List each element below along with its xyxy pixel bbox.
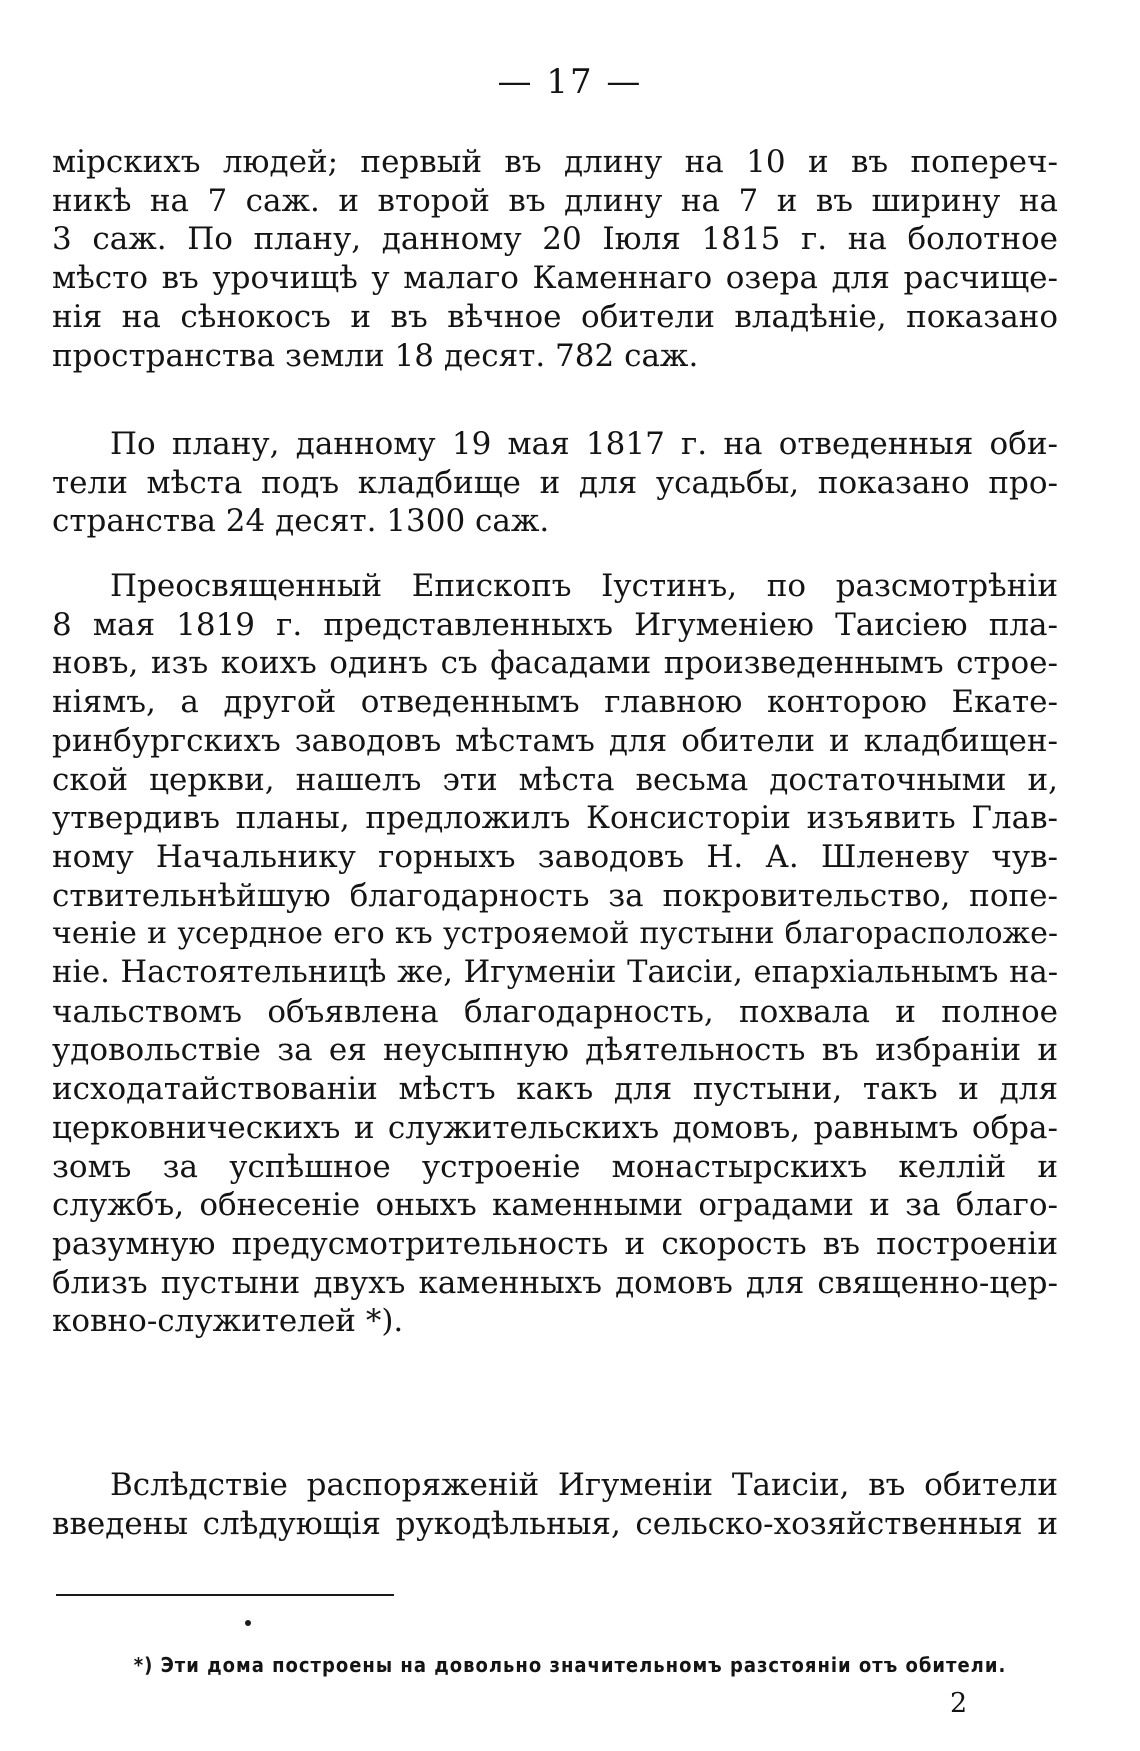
text-line: ніе. Настоятельницѣ же, Игуменіи Таисіи, епархіальнымъ на- bbox=[52, 955, 1058, 991]
text-line: пространства земли 18 десят. 782 саж. bbox=[52, 337, 699, 374]
text-line: 3 саж. По плану, данному 20 Іюля 1815 г. на болотное bbox=[52, 221, 1058, 258]
text-line: ринбургскихъ заводовъ мѣстамъ для обители и кладбищен- bbox=[52, 722, 1058, 759]
text-line: По плану, данному 19 мая 1817 г. на отведенныя оби- bbox=[110, 426, 1058, 462]
text-line: странства 24 десят. 1300 саж. bbox=[52, 503, 550, 540]
text-line: чальствомъ объявлена благодарность, похвала и полное bbox=[52, 993, 1058, 1030]
text-line: мѣсто въ урочищѣ у малаго Каменнаго озера для расчище- bbox=[52, 260, 1058, 297]
text-line: тели мѣста подъ кладбище и для усадьбы, показано про- bbox=[52, 464, 1058, 501]
paragraph-3 bbox=[52, 567, 1058, 1341]
text-line: ской церкви, нашелъ эти мѣста весьма достаточными и, bbox=[52, 761, 1058, 798]
footnote: *) Эти дома построены на довольно значительномъ разстояніи отъ обители. bbox=[133, 1653, 1007, 1677]
text-line: ному Начальнику горныхъ заводовъ Н. А. Шленеву чув- bbox=[52, 838, 1058, 875]
paragraph-4 bbox=[52, 1466, 1058, 1543]
text-line: новъ, изъ коихъ одинъ съ фасадами произведеннымъ строе- bbox=[52, 645, 1058, 682]
text-line: никѣ на 7 саж. и второй въ длину на 7 и въ ширину на bbox=[52, 182, 1058, 219]
footnote-divider bbox=[56, 1594, 394, 1596]
paragraph-1 bbox=[52, 143, 1058, 375]
text-line: службъ, обнесеніе оныхъ каменными оградами и за благо- bbox=[52, 1187, 1058, 1224]
page-number: — 17 — bbox=[497, 62, 643, 102]
text-line: церковническихъ и служительскихъ домовъ, равнымъ обра- bbox=[52, 1109, 1058, 1146]
text-line: 8 мая 1819 г. представленныхъ Игуменіею Таисіею пла- bbox=[52, 606, 1058, 643]
text-line: Преосвященный Епископъ Іустинъ, по разсмотрѣніи bbox=[110, 568, 1058, 604]
paragraph-2 bbox=[52, 425, 1058, 541]
text-line: зомъ за успѣшное устроеніе монастырскихъ келлій и bbox=[52, 1148, 1058, 1185]
text-line: близъ пустыни двухъ каменныхъ домовъ для священно-цер- bbox=[52, 1264, 1058, 1301]
text-line: разумную предусмотрительность и скорость въ построеніи bbox=[52, 1225, 1058, 1262]
ink-dot bbox=[245, 1620, 251, 1626]
text-line: ніямъ, а другой отведеннымъ главною конторою Екате- bbox=[52, 684, 1058, 721]
text-line: ковно-служителей *). bbox=[52, 1303, 404, 1340]
text-line: мірскихъ людей; первый въ длину на 10 и въ попереч- bbox=[52, 144, 1058, 180]
text-line: утвердивъ планы, предложилъ Консисторіи изъявить Глав- bbox=[52, 800, 1058, 837]
text-line: ствительнѣйшую благодарность за покровительство, попе- bbox=[52, 877, 1058, 914]
text-line: ченіе и усердное его къ устрояемой пустыни благорасположе- bbox=[52, 916, 1058, 952]
text-line: нія на сѣнокосъ и въ вѣчное обители владѣніе, показано bbox=[52, 298, 1058, 335]
text-line: введены слѣдующія рукодѣльныя, сельско-хозяйственныя и bbox=[52, 1505, 1058, 1542]
text-line: Вслѣдствіе распоряженій Игуменіи Таисіи, въ обители bbox=[110, 1467, 1058, 1503]
text-line: исходатайствованіи мѣстъ какъ для пустыни, такъ и для bbox=[52, 1071, 1058, 1108]
signature-mark: 2 bbox=[950, 1688, 968, 1719]
text-line: удовольствіе за ея неусыпную дѣятельность въ избраніи и bbox=[52, 1032, 1058, 1069]
